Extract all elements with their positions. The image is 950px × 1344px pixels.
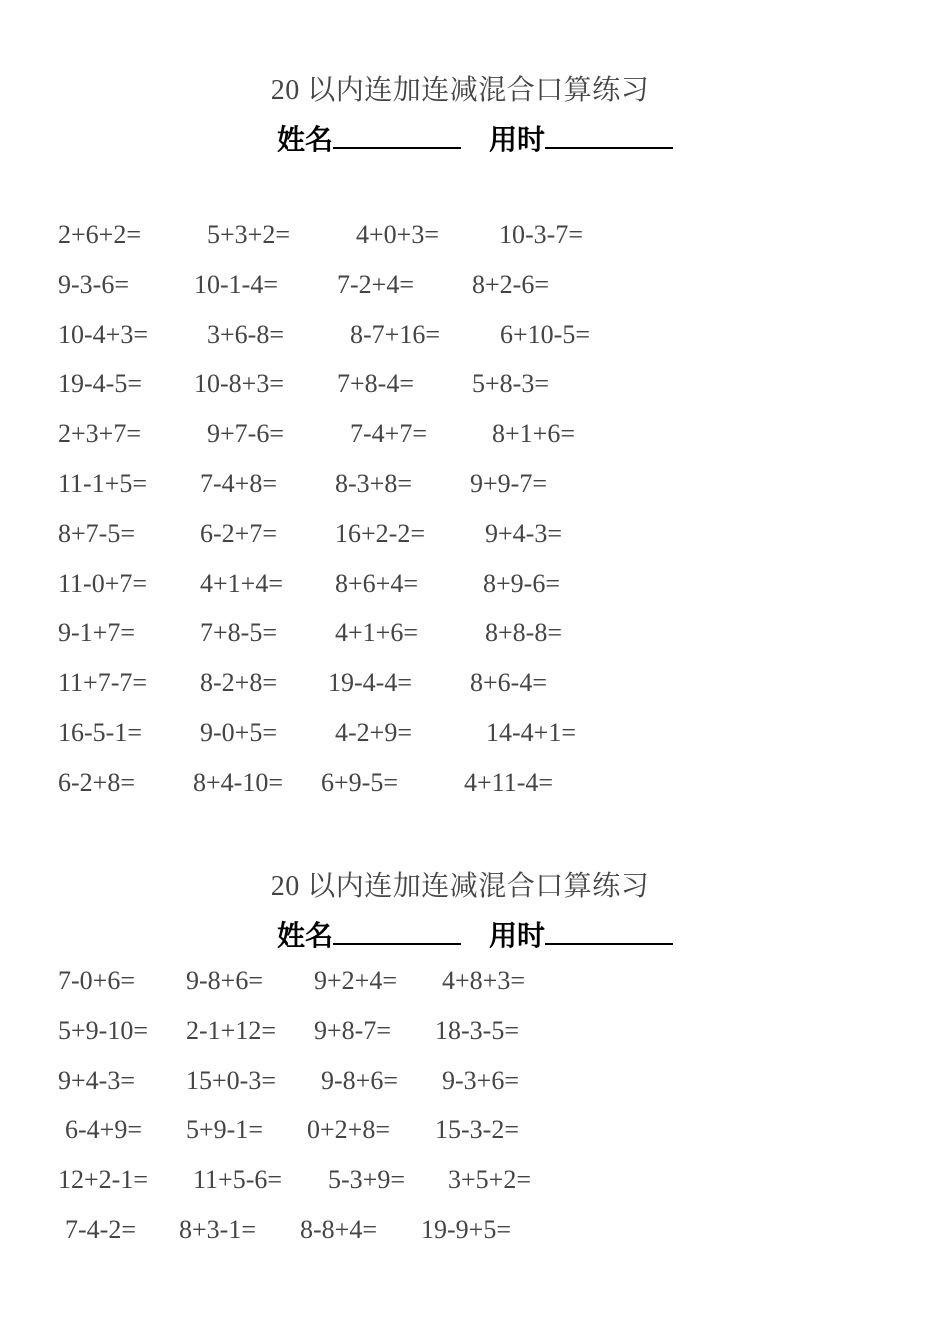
- problem-item: 8+7-5=: [58, 519, 135, 548]
- problem-item: 3+5+2=: [448, 1165, 531, 1194]
- problem-item: 9-0+5=: [200, 718, 277, 747]
- problem-item: 11-0+7=: [58, 569, 148, 598]
- problem-item: 9+2+4=: [314, 966, 397, 995]
- problem-item: 4-2+9=: [335, 718, 412, 747]
- problem-item: 8-7+16=: [350, 320, 440, 349]
- problem-item: 7-2+4=: [337, 270, 414, 299]
- problem-item: 9-3+6=: [442, 1066, 519, 1095]
- problem-item: 15-3-2=: [435, 1115, 519, 1144]
- problem-item: 6-2+8=: [58, 768, 135, 797]
- problem-item: 8+8-8=: [485, 618, 562, 647]
- problem-item: 10-3-7=: [499, 220, 583, 249]
- problem-item: 4+0+3=: [356, 220, 439, 249]
- problem-item: 7-4-2=: [65, 1215, 136, 1244]
- problem-item: 16-5-1=: [58, 718, 142, 747]
- problem-item: 15+0-3=: [186, 1066, 276, 1095]
- problem-item: 5+3+2=: [207, 220, 290, 249]
- problem-item: 9+7-6=: [207, 419, 284, 448]
- problem-item: 8+2-6=: [472, 270, 549, 299]
- problem-item: 8+6-4=: [470, 668, 547, 697]
- problem-item: 6+9-5=: [321, 768, 398, 797]
- problem-item: 4+8+3=: [442, 966, 525, 995]
- problem-item: 8+9-6=: [483, 569, 560, 598]
- problem-item: 16+2-2=: [335, 519, 425, 548]
- problem-item: 2+6+2=: [58, 220, 141, 249]
- problem-item: 8-2+8=: [200, 668, 277, 697]
- problem-item: 4+11-4=: [464, 768, 554, 797]
- problem-item: 4+1+4=: [200, 569, 283, 598]
- time-label: 用时: [489, 123, 546, 156]
- problem-item: 4+1+6=: [335, 618, 418, 647]
- problem-item: 7-4+8=: [200, 469, 277, 498]
- problem-item: 0+2+8=: [307, 1115, 390, 1144]
- problem-item: 7-0+6=: [58, 966, 135, 995]
- time-label: 用时: [489, 919, 546, 952]
- problem-item: 2+3+7=: [58, 419, 141, 448]
- time-blank[interactable]: [545, 123, 673, 149]
- problem-item: 3+6-8=: [207, 320, 284, 349]
- problem-item: 5+9-1=: [186, 1115, 263, 1144]
- problem-item: 2-1+12=: [186, 1016, 276, 1045]
- problem-item: 7-4+7=: [350, 419, 427, 448]
- problem-item: 10-8+3=: [194, 369, 284, 398]
- problem-item: 10-4+3=: [58, 320, 148, 349]
- problem-item: 9-1+7=: [58, 618, 135, 647]
- problem-item: 5+8-3=: [472, 369, 549, 398]
- problem-item: 9+8-7=: [314, 1016, 391, 1045]
- problem-item: 11+5-6=: [193, 1165, 283, 1194]
- problem-item: 8+4-10=: [193, 768, 283, 797]
- problem-item: 5+9-10=: [58, 1016, 148, 1045]
- problem-item: 9-8+6=: [321, 1066, 398, 1095]
- problem-item: 8+3-1=: [179, 1215, 256, 1244]
- problem-item: 7+8-5=: [200, 618, 277, 647]
- problem-item: 8+6+4=: [335, 569, 418, 598]
- problem-item: 10-1-4=: [194, 270, 278, 299]
- problem-item: 8-8+4=: [300, 1215, 377, 1244]
- name-time-line: [0, 118, 950, 158]
- problem-item: 6+10-5=: [500, 320, 590, 349]
- name-label: 姓名: [276, 919, 333, 952]
- problem-item: 7+8-4=: [337, 369, 414, 398]
- problem-item: 11+7-7=: [58, 668, 148, 697]
- problem-item: 9+4-3=: [485, 519, 562, 548]
- problem-item: 14-4+1=: [486, 718, 576, 747]
- problem-item: 6-4+9=: [65, 1115, 142, 1144]
- problem-item: 9-8+6=: [186, 966, 263, 995]
- problem-item: 11-1+5=: [58, 469, 148, 498]
- problem-item: 18-3-5=: [435, 1016, 519, 1045]
- name-time-line: [0, 914, 950, 954]
- name-blank[interactable]: [333, 123, 461, 149]
- problem-item: 8-3+8=: [335, 469, 412, 498]
- problem-item: 8+1+6=: [492, 419, 575, 448]
- problem-item: 19-4-5=: [58, 369, 142, 398]
- name-blank[interactable]: [333, 919, 461, 945]
- section-title: 20 以内连加连减混合口算练习: [270, 871, 650, 902]
- problem-item: 12+2-1=: [58, 1165, 148, 1194]
- problem-item: 9+9-7=: [470, 469, 547, 498]
- problem-item: 6-2+7=: [200, 519, 277, 548]
- problem-item: 5-3+9=: [328, 1165, 405, 1194]
- problem-item: 9-3-6=: [58, 270, 129, 299]
- section-title: 20 以内连加连减混合口算练习: [270, 75, 650, 106]
- problem-item: 9+4-3=: [58, 1066, 135, 1095]
- name-label: 姓名: [276, 123, 333, 156]
- problem-item: 19-4-4=: [328, 668, 412, 697]
- time-blank[interactable]: [545, 919, 673, 945]
- problem-item: 19-9+5=: [421, 1215, 511, 1244]
